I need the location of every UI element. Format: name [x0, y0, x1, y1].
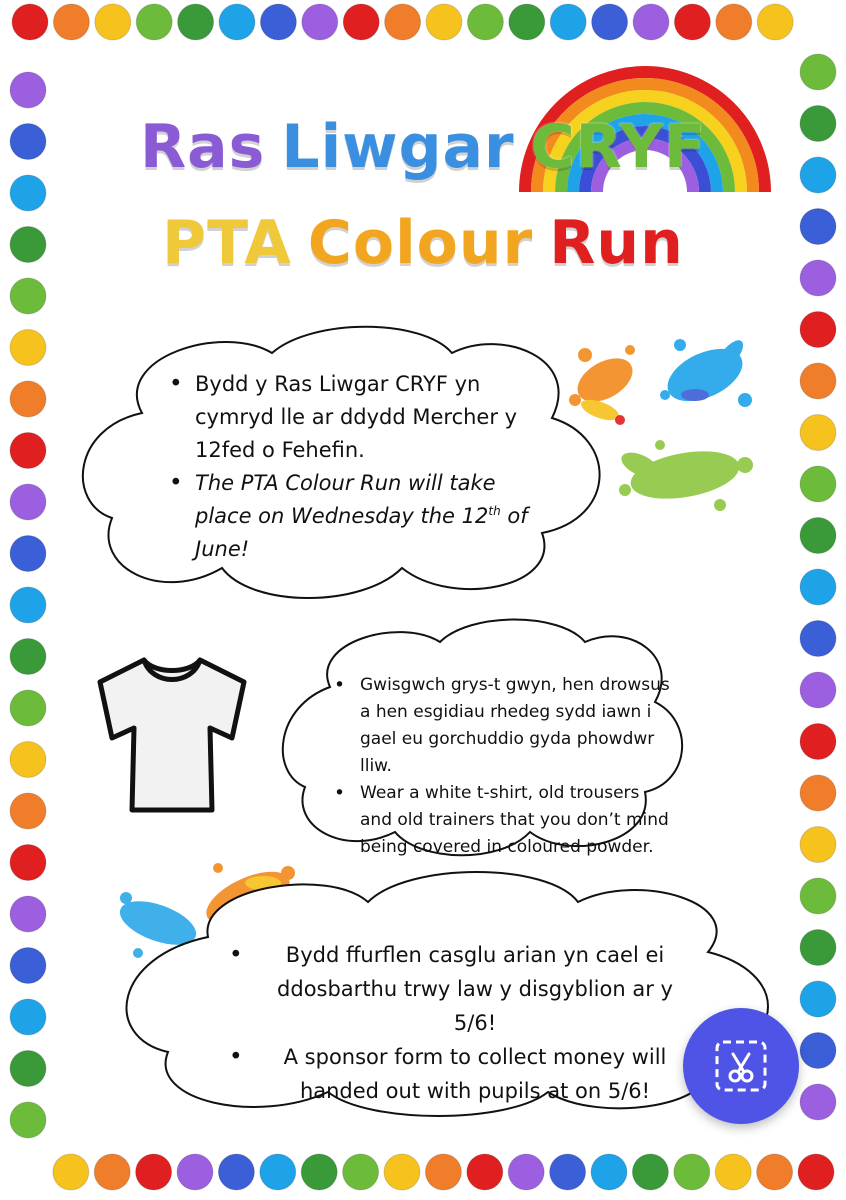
border-dot: [177, 1154, 213, 1190]
border-dot: [800, 569, 836, 605]
border-dot: [508, 1154, 544, 1190]
border-dot: [800, 312, 836, 348]
border-dot: [10, 381, 46, 417]
border-dot: [800, 415, 836, 451]
cloud-1-bullet-1: • Bydd y Ras Liwgar CRYF yn cymryd lle ar ddydd Mercher y 12fed o Fehefin.: [165, 368, 535, 467]
border-dot: [94, 1154, 130, 1190]
border-dot: [800, 724, 836, 760]
title-word-run: Run: [549, 208, 684, 278]
border-dot: [800, 363, 836, 399]
border-dot: [674, 1154, 710, 1190]
tshirt-icon: [92, 652, 252, 817]
border-dot: [10, 536, 46, 572]
border-dot: [800, 775, 836, 811]
border-dot: [343, 4, 379, 40]
cloud-3-text: [225, 938, 695, 1108]
border-dot: [800, 1033, 836, 1069]
border-dot: [219, 4, 255, 40]
border-dot: [260, 4, 296, 40]
title-word-pta: PTA: [162, 208, 292, 278]
border-dot: [800, 930, 836, 966]
border-dot: [798, 1154, 834, 1190]
border-dot: [10, 1102, 46, 1138]
border-dot: [343, 1154, 379, 1190]
border-dot: [467, 1154, 503, 1190]
border-dot: [218, 1154, 254, 1190]
border-dot: [757, 1154, 793, 1190]
border-dot: [10, 484, 46, 520]
border-dot: [10, 72, 46, 108]
border-dot: [10, 587, 46, 623]
border-dot: [632, 1154, 668, 1190]
border-dot: [10, 896, 46, 932]
border-dot: [592, 4, 628, 40]
border-dot: [800, 878, 836, 914]
border-dot: [800, 466, 836, 502]
border-dot: [53, 1154, 89, 1190]
border-dot: [10, 793, 46, 829]
border-dot: [674, 4, 710, 40]
title-word-cryf: CRYF: [530, 112, 707, 182]
border-dot: [12, 4, 48, 40]
border-dot: [260, 1154, 296, 1190]
border-dot: [136, 4, 172, 40]
border-dot: [716, 4, 752, 40]
border-dot: [10, 845, 46, 881]
border-dot: [800, 672, 836, 708]
cloud-3-bullet-1: • Bydd ffurflen casglu arian yn cael ei ddosbarthu trwy law y disgyblion ar y 5/6!: [225, 938, 695, 1040]
border-dot: [800, 54, 836, 90]
border-dot: [301, 1154, 337, 1190]
border-dot: [384, 1154, 420, 1190]
border-dot: [302, 4, 338, 40]
border-dot: [757, 4, 793, 40]
cloud-1-bullet-2: • The PTA Colour Run will take place on Wednesday the 12th of June!: [165, 467, 535, 566]
border-dot: [715, 1154, 751, 1190]
border-dot: [10, 639, 46, 675]
title-line-1: [0, 112, 846, 182]
border-dot: [10, 948, 46, 984]
border-dot: [178, 4, 214, 40]
border-dot: [800, 981, 836, 1017]
border-dot: [10, 330, 46, 366]
border-dot: [550, 1154, 586, 1190]
title-line-2: [0, 208, 846, 278]
border-dot: [10, 742, 46, 778]
border-dot: [467, 4, 503, 40]
border-dot: [10, 278, 46, 314]
border-dot: [10, 1051, 46, 1087]
border-dot: [95, 4, 131, 40]
border-dot: [509, 4, 545, 40]
border-dot: [633, 4, 669, 40]
border-dot: [591, 1154, 627, 1190]
title-word-liwgar: Liwgar: [281, 112, 515, 182]
border-dot: [136, 1154, 172, 1190]
border-dot: [425, 1154, 461, 1190]
border-dot: [426, 4, 462, 40]
border-dot: [10, 433, 46, 469]
border-dot: [800, 1084, 836, 1120]
cloud-2-bullet-1: • Gwisgwch grys-t gwyn, hen drowsus a hen esgidiau rhedeg sydd iawn i gael eu gorchuddio gyda phowdwr lliw.: [330, 672, 675, 780]
cloud-3-bullet-2: • A sponsor form to collect money will handed out with pupils at on 5/6!: [225, 1040, 695, 1108]
border-dot: [800, 518, 836, 554]
border-dot: [10, 999, 46, 1035]
cloud-2-bullet-2: • Wear a white t-shirt, old trousers and old trainers that you don’t mind being covered in coloured powder.: [330, 780, 675, 861]
border-dot: [800, 827, 836, 863]
border-dot: [10, 690, 46, 726]
title-word-ras: Ras: [139, 112, 266, 182]
screenshot-crop-icon: [711, 1036, 771, 1096]
border-dot: [550, 4, 586, 40]
border-dot: [53, 4, 89, 40]
border-dot: [385, 4, 421, 40]
cloud-2-text: [330, 672, 675, 861]
border-dot: [800, 621, 836, 657]
screenshot-crop-button[interactable]: [683, 1008, 799, 1124]
cloud-1-text: [165, 368, 535, 566]
title-word-colour: Colour: [307, 208, 534, 278]
